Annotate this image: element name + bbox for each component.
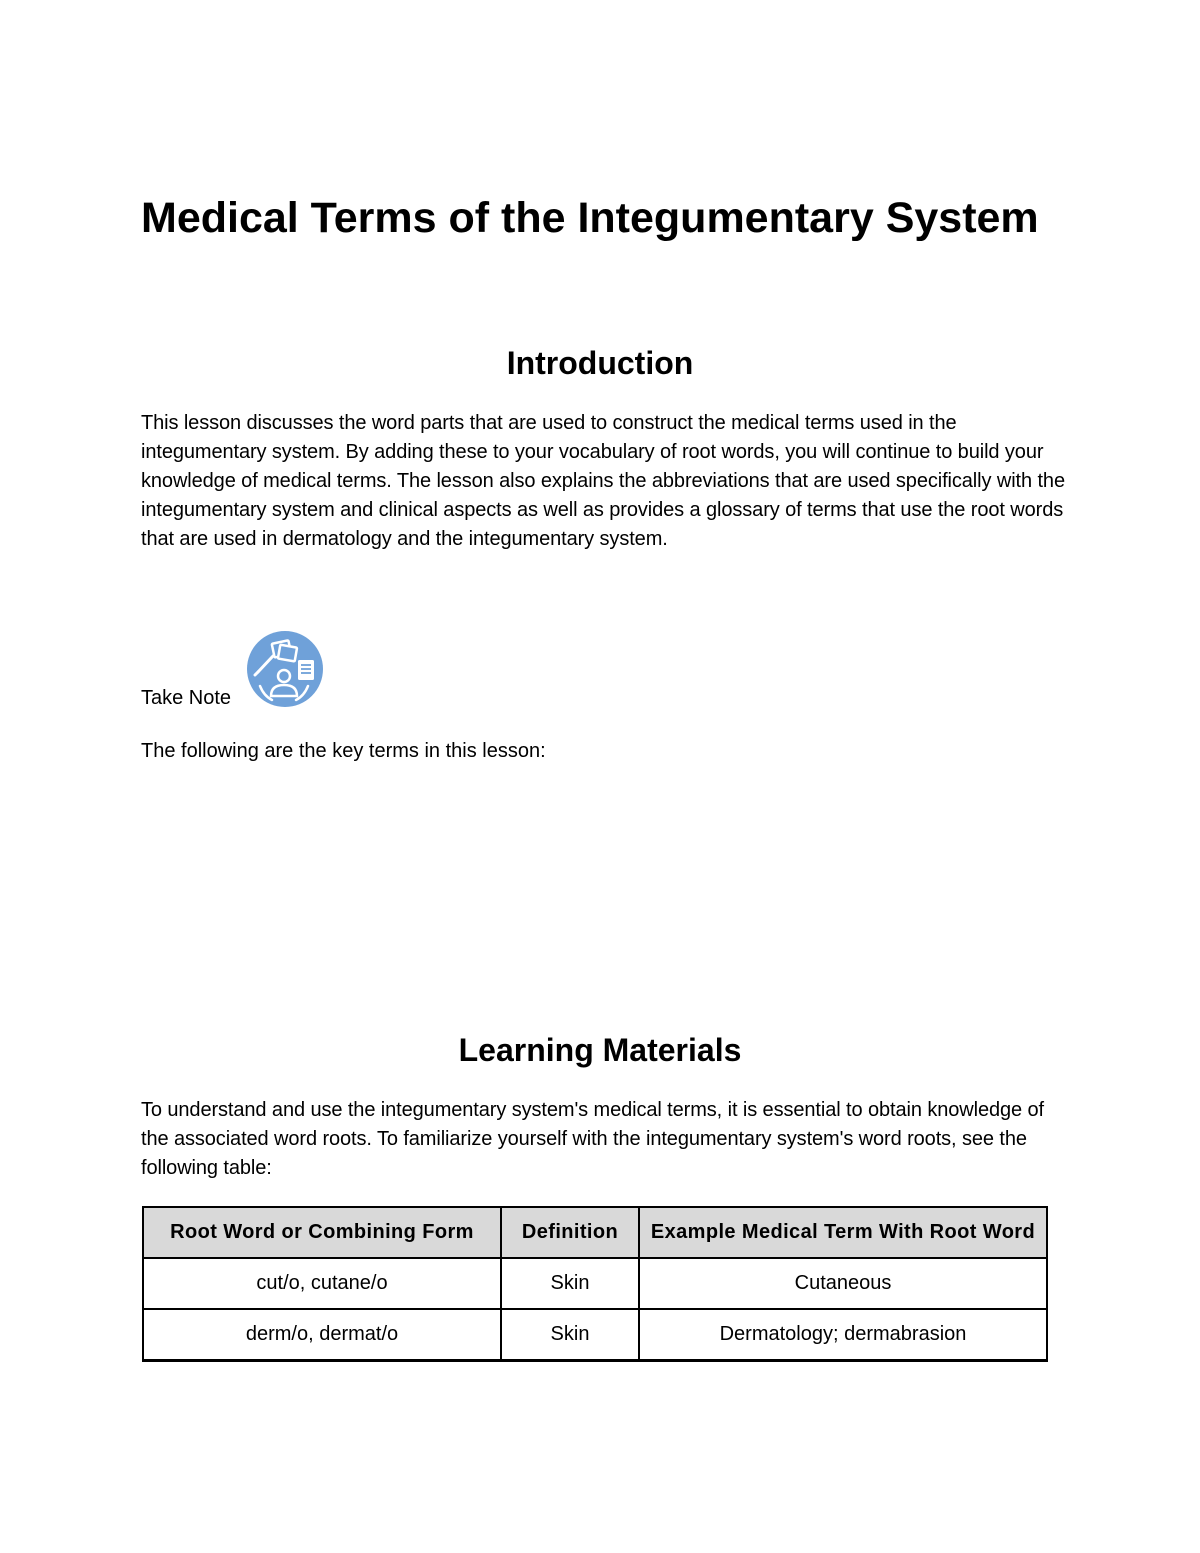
header-example-term: Example Medical Term With Root Word	[639, 1207, 1047, 1258]
cell-root-word: derm/o, dermat/o	[143, 1309, 501, 1361]
cell-root-word: cut/o, cutane/o	[143, 1258, 501, 1309]
take-note-label: Take Note	[141, 687, 232, 709]
learning-materials-paragraph: To understand and use the integumentary system's medical terms, it is essential to obtain knowledge of the associated word roots. To familiarize yourself with the integumentary system's word roots, see the following table:	[141, 1099, 1044, 1179]
cell-definition: Skin	[501, 1309, 639, 1361]
learning-materials-heading: Learning Materials	[458, 1032, 742, 1068]
root-words-table	[142, 1206, 1048, 1362]
table-row	[143, 1258, 1047, 1309]
table-header-row	[143, 1207, 1047, 1258]
introduction-paragraph: This lesson discusses the word parts that are used to construct the medical terms used in the integumentary system. By adding these to your vocabulary of root words, you will continue to build your knowledge of medical terms. The lesson also explains the abbreviations that are used specifically with the integumentary system and clinical aspects as well as provides a glossary of terms that use the root words that are used in dermatology and the integumentary system.	[141, 412, 1065, 550]
introduction-heading: Introduction	[506, 345, 694, 381]
cell-example-term: Dermatology; dermabrasion	[639, 1309, 1047, 1361]
table-row	[143, 1309, 1047, 1361]
page-title: Medical Terms of the Integumentary System	[141, 194, 1039, 242]
cell-example-term: Cutaneous	[639, 1258, 1047, 1309]
key-terms-intro: The following are the key terms in this lesson:	[141, 740, 546, 762]
take-note-icon	[246, 630, 324, 708]
header-definition: Definition	[501, 1207, 639, 1258]
header-root-word: Root Word or Combining Form	[143, 1207, 501, 1258]
cell-definition: Skin	[501, 1258, 639, 1309]
